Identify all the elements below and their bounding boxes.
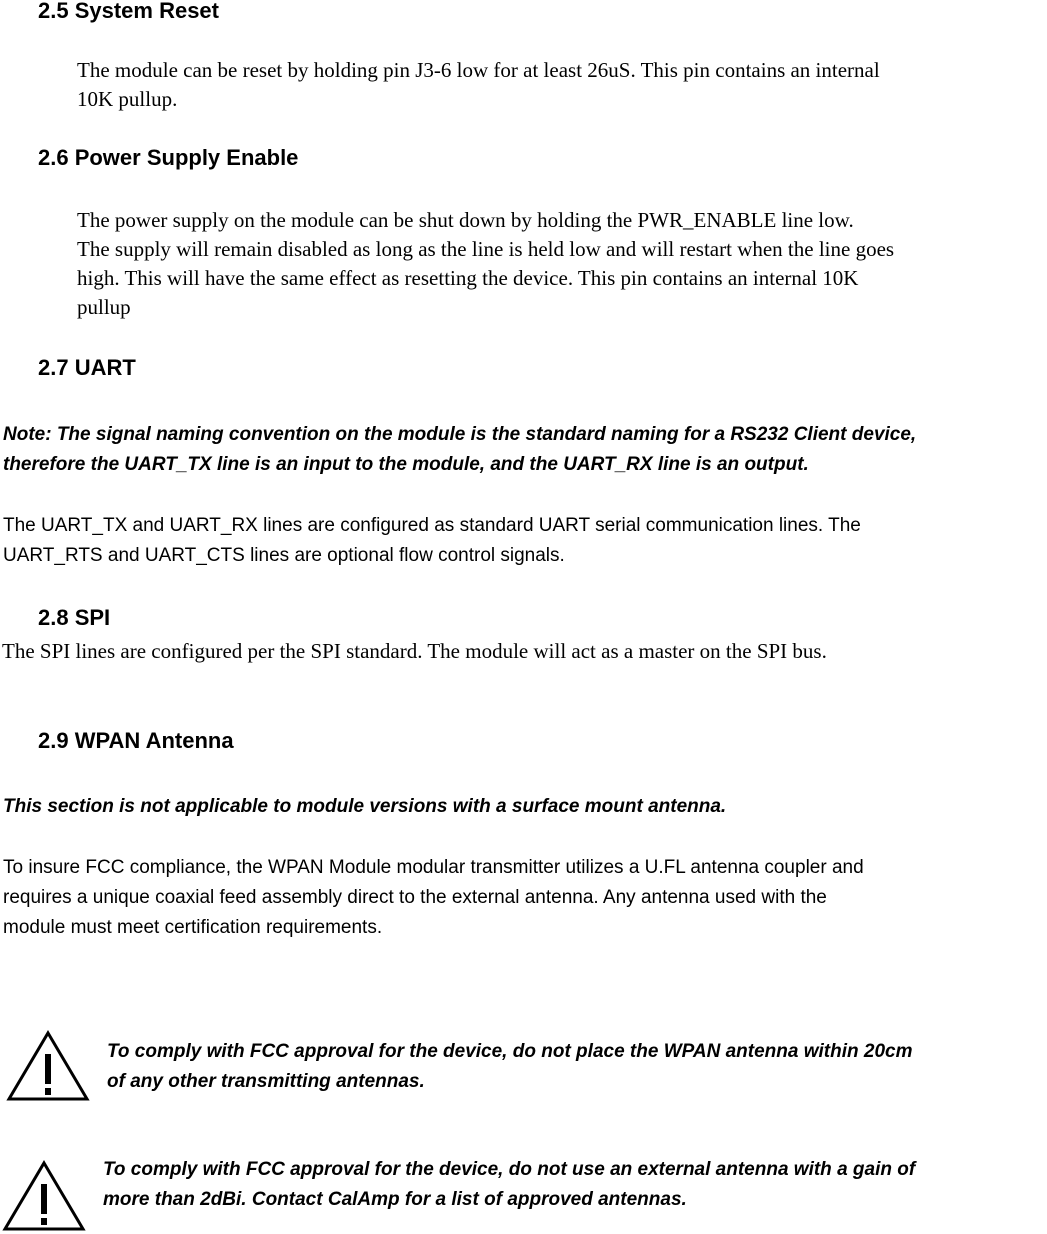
paragraph-line: module must meet certification requirements. [3,917,383,938]
warning-line: To comply with FCC approval for the device, do not use an external antenna with a gain of [103,1159,916,1180]
paragraph-line: UART_RTS and UART_CTS lines are optional flow control signals. [3,545,565,566]
section-heading-spi: 2.8 SPI [38,605,111,630]
paragraph-line: The module can be reset by holding pin J3-6 low for at least 26uS. This pin contains an internal [77,58,880,82]
wpan-note: This section is not applicable to module versions with a surface mount antenna. [3,796,727,817]
paragraph-line: The UART_TX and UART_RX lines are configured as standard UART serial communication lines. The [3,515,861,536]
paragraph-line: The power supply on the module can be shut down by holding the PWR_ENABLE line low. [77,208,854,232]
section-heading-power-supply-enable: 2.6 Power Supply Enable [38,145,299,170]
warning-line: of any other transmitting antennas. [107,1071,425,1092]
uart-note-line: Note: The signal naming convention on the module is the standard naming for a RS232 Client device, [3,424,917,445]
uart-note-line: therefore the UART_TX line is an input to the module, and the UART_RX line is an output. [3,454,809,475]
section-heading-uart: 2.7 UART [38,355,136,380]
warning-triangle-icon [2,1160,86,1232]
paragraph-line: 10K pullup. [77,87,178,111]
paragraph-line: requires a unique coaxial feed assembly direct to the external antenna. Any antenna used with the [3,887,827,908]
warning-triangle-icon [6,1030,90,1102]
paragraph-line: The supply will remain disabled as long as the line is held low and will restart when the line goes [77,237,895,261]
paragraph-line: To insure FCC compliance, the WPAN Module modular transmitter utilizes a U.FL antenna coupler and [3,857,864,878]
paragraph-line: pullup [77,295,131,319]
section-heading-system-reset: 2.5 System Reset [38,0,219,23]
paragraph-line: The SPI lines are configured per the SPI standard. The module will act as a master on the SPI bus. [2,639,827,663]
warning-line: more than 2dBi. Contact CalAmp for a list of approved antennas. [103,1189,687,1210]
section-heading-wpan-antenna: 2.9 WPAN Antenna [38,728,234,753]
paragraph-line: high. This will have the same effect as resetting the device. This pin contains an internal 10K [77,266,859,290]
warning-line: To comply with FCC approval for the device, do not place the WPAN antenna within 20cm [107,1041,913,1062]
